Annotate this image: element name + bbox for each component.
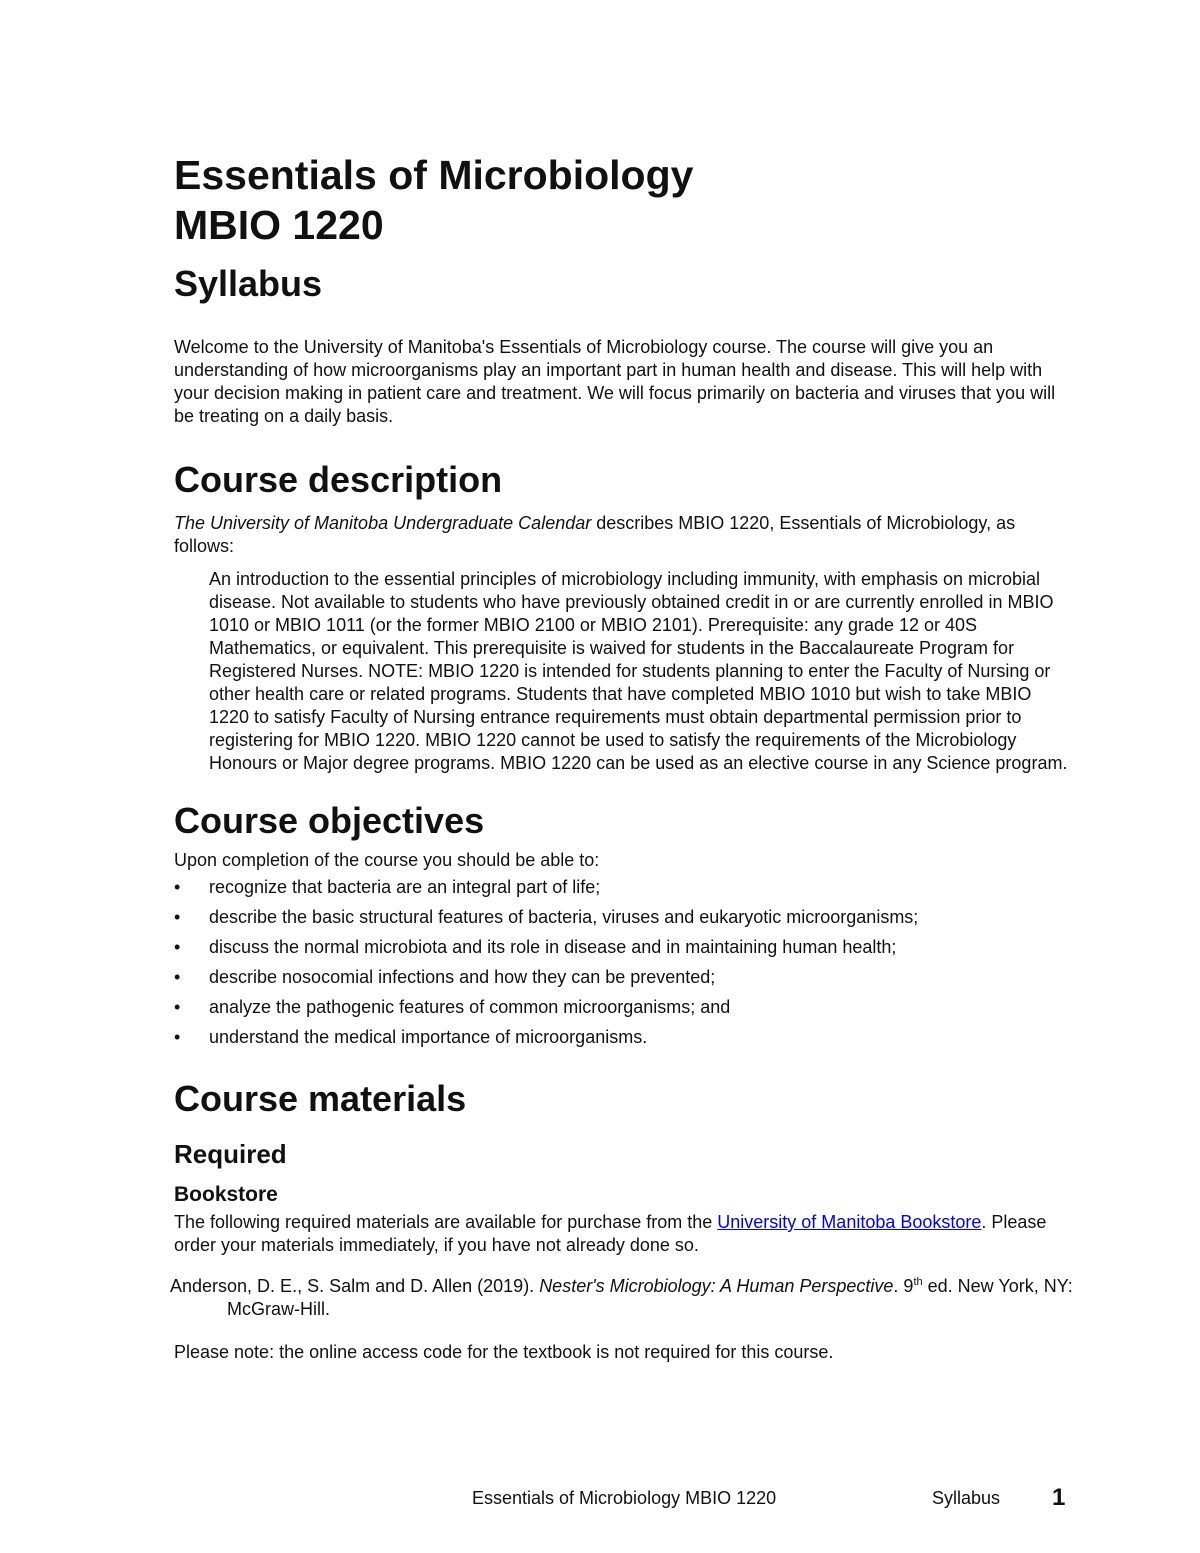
document-title-line1: Essentials of Microbiology [174, 152, 694, 198]
document-page [170, 150, 1074, 1364]
bullet-icon: • [174, 937, 181, 957]
bullet-icon: • [174, 997, 181, 1017]
objective-text: discuss the normal microbiota and its role in disease and in maintaining human health; [209, 937, 897, 957]
bookstore-paragraph [174, 1211, 1074, 1257]
course-materials-heading: Course materials [174, 1078, 467, 1119]
required-heading: Required [174, 1139, 287, 1169]
footer-title: Essentials of Microbiology MBIO 1220 [472, 1488, 777, 1508]
bookstore-text-after: . Please order your materials immediately, if you have not already done so. [174, 1212, 1047, 1255]
page-number: 1 [1052, 1484, 1066, 1511]
objective-text: understand the medical importance of microorganisms. [209, 1027, 648, 1047]
intro-paragraph: Welcome to the University of Manitoba's Essentials of Microbiology course. The course will give you an understanding of how microorganisms play an important part in human health and disease. This will help with your decision making in patient care and treatment. We will focus primarily on bacteria and viruses that you will be treating on a daily basis. [174, 337, 1056, 426]
course-description-heading: Course description [174, 459, 503, 500]
objective-text: describe the basic structural features of bacteria, viruses and eukaryotic microorganisms; [209, 907, 919, 927]
list-item [174, 906, 1074, 929]
bookstore-heading: Bookstore [174, 1183, 278, 1206]
access-code-note: Please note: the online access code for the textbook is not required for this course. [174, 1342, 834, 1362]
course-objectives-lead: Upon completion of the course you should be able to: [174, 850, 600, 870]
citation-authors: Anderson, D. E., S. Salm and D. Allen (2019). [170, 1276, 540, 1296]
list-item [174, 936, 1074, 959]
bullet-icon: • [174, 907, 181, 927]
objective-text: recognize that bacteria are an integral part of life; [209, 877, 601, 897]
list-item [174, 1026, 1074, 1049]
objectives-list [174, 876, 1074, 1049]
bookstore-link[interactable]: University of Manitoba Bookstore [717, 1212, 982, 1232]
citation-edition: . 9 [893, 1276, 914, 1296]
course-description-lead-text: describes MBIO 1220, Essentials of Microbiology, as follows: [174, 513, 1016, 556]
bookstore-text-before: The following required materials are available for purchase from the [174, 1212, 718, 1232]
textbook-citation [170, 1275, 1074, 1321]
bullet-icon: • [174, 967, 181, 987]
objective-text: describe nosocomial infections and how they can be prevented; [209, 967, 716, 987]
list-item [174, 996, 1074, 1019]
footer-section: Syllabus [932, 1488, 1001, 1508]
document-subtitle: Syllabus [174, 263, 323, 304]
course-objectives-heading: Course objectives [174, 800, 485, 841]
document-title-line2: MBIO 1220 [174, 202, 384, 248]
calendar-quote: An introduction to the essential principles of microbiology including immunity, with emphasis on microbial disease. Not available to students who have previously obtained credit in or are currently enrolled in MBIO 1010 or MBIO 1011 (or the former MBIO 2100 or MBIO 2101). Prerequisite: any grade 12 or 40S Mathematics, or equivalent. This prerequisite is waived for students in the Baccalaureate Program for Registered Nurses. NOTE: MBIO 1220 is intended for students planning to enter the Faculty of Nursing or other health care or related programs. Students that have completed MBIO 1010 but wish to take MBIO 1220 to satisfy Faculty of Nursing entrance requirements must obtain departmental permission prior to registering for MBIO 1220. MBIO 1220 cannot be used to satisfy the requirements of the Microbiology Honours or Major degree programs. MBIO 1220 can be used as an elective course in any Science program. [209, 569, 1068, 773]
list-item [174, 966, 1074, 989]
citation-title: Nester's Microbiology: A Human Perspective [539, 1276, 894, 1296]
objective-text: analyze the pathogenic features of common microorganisms; and [209, 997, 731, 1017]
bullet-icon: • [174, 877, 181, 897]
citation-edition-suffix: th [913, 1276, 923, 1288]
page-footer [0, 1484, 1200, 1514]
citation-rest: ed. New York, NY: McGraw-Hill. [227, 1276, 1073, 1319]
bullet-icon: • [174, 1027, 181, 1047]
list-item [174, 876, 1074, 899]
course-description-lead [174, 512, 1074, 558]
calendar-title: The University of Manitoba Undergraduate Calendar [174, 513, 592, 533]
